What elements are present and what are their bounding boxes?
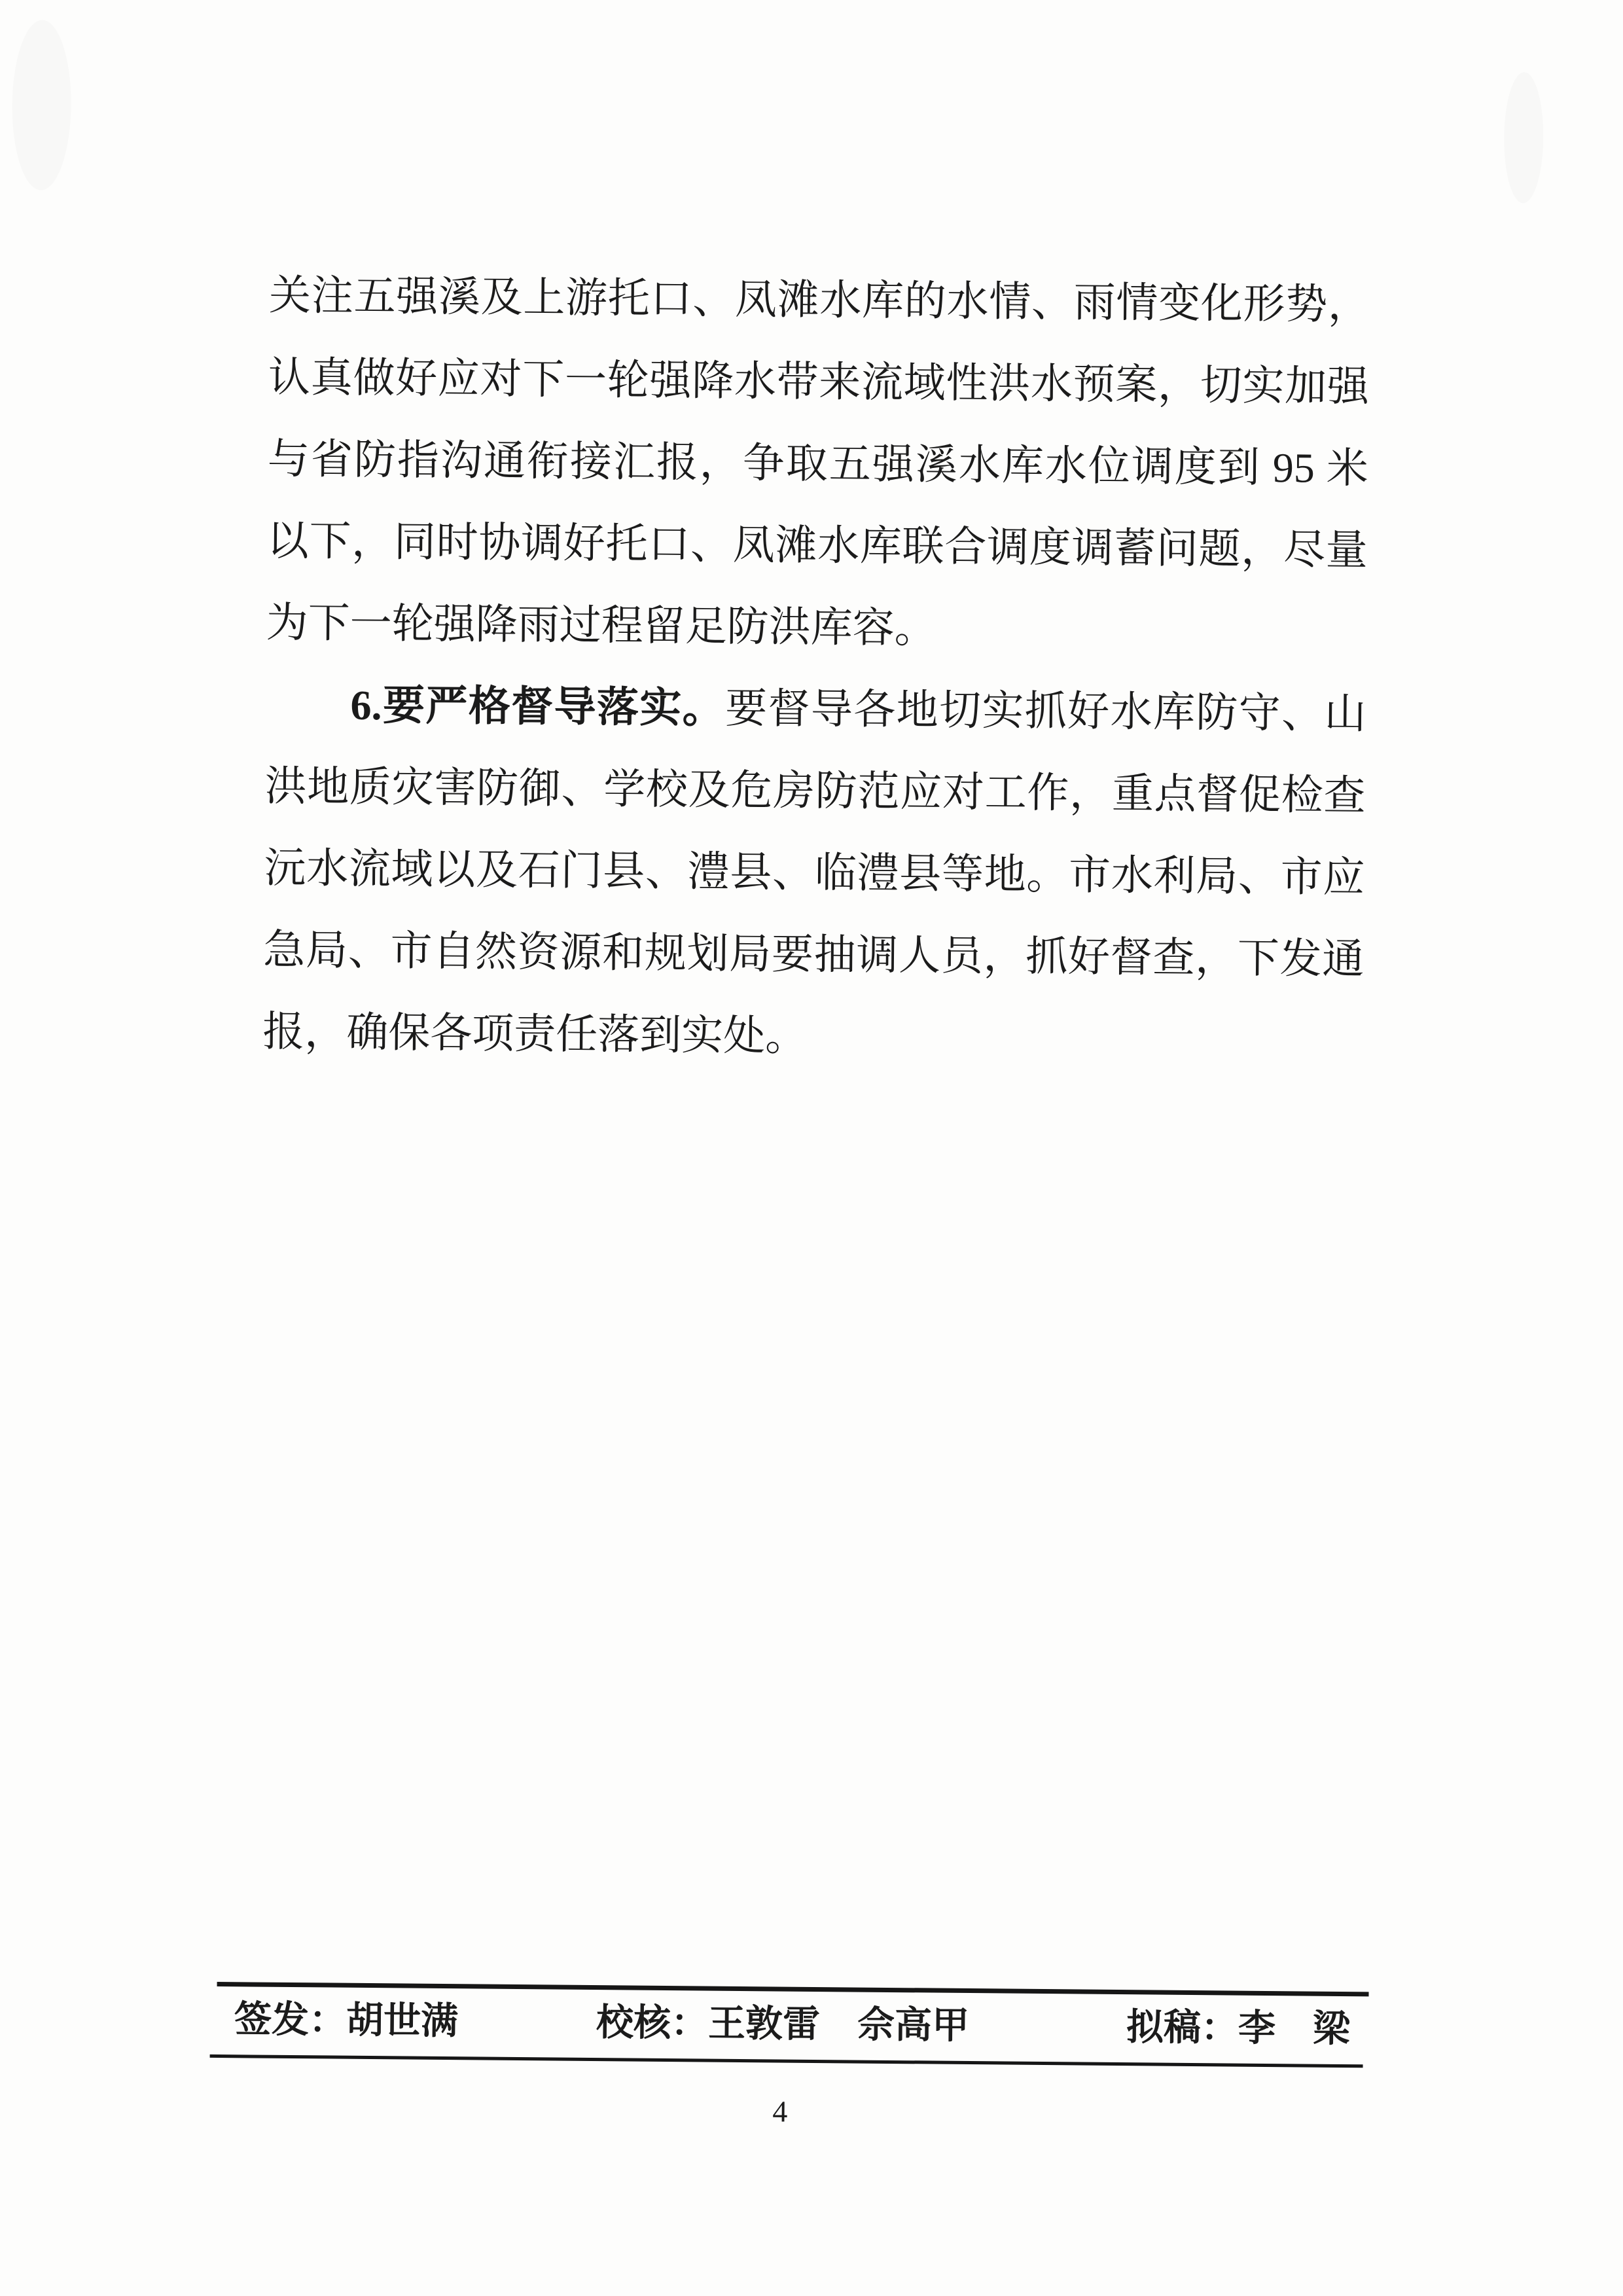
item-6-lead-phrase: 6.要严格督导落实。 xyxy=(350,681,726,732)
footer-top-rule xyxy=(217,1982,1369,1996)
body-line-2: 认真做好应对下一轮强降水带来流域性洪水预案，切实加强 xyxy=(268,353,1370,410)
checker-label: 校核：王敦雷 佘高甲 xyxy=(596,2002,970,2047)
footer-bottom-rule xyxy=(210,2054,1363,2068)
issuer-label: 签发：胡世满 xyxy=(234,1999,459,2043)
body-line-3: 与省防指沟通衔接汇报，争取五强溪水库水位调度到 95 米 xyxy=(267,435,1369,492)
scan-smudge xyxy=(1503,72,1544,204)
item-6-continuation: 要督导各地切实抓好水库防守、山 xyxy=(724,685,1366,738)
body-line-1: 关注五强溪及上游托口、凤滩水库的水情、雨情变化形势， xyxy=(268,272,1370,329)
body-line-7: 洪地质灾害防御、学校及危房防范应对工作，重点督促检查 xyxy=(264,762,1366,819)
body-line-8: 沅水流域以及石门县、澧县、临澧县等地。市水利局、市应 xyxy=(264,844,1365,901)
body-line-10: 报，确保各项责任落到实处。 xyxy=(262,1008,808,1060)
body-line-6 xyxy=(265,664,1366,755)
drafter-label: 拟稿：李 梁 xyxy=(1126,2007,1351,2051)
document-body xyxy=(262,255,1370,1083)
body-line-9: 急局、市自然资源和规划局要抽调人员，抓好督查，下发通 xyxy=(263,926,1364,983)
scan-smudge xyxy=(11,20,71,190)
body-line-4: 以下，同时协调好托口、凤滩水库联合调度调蓄问题，尽量 xyxy=(266,517,1368,574)
page-number: 4 xyxy=(772,2094,788,2128)
body-line-5: 为下一轮强降雨过程留足防洪库容。 xyxy=(266,599,936,652)
